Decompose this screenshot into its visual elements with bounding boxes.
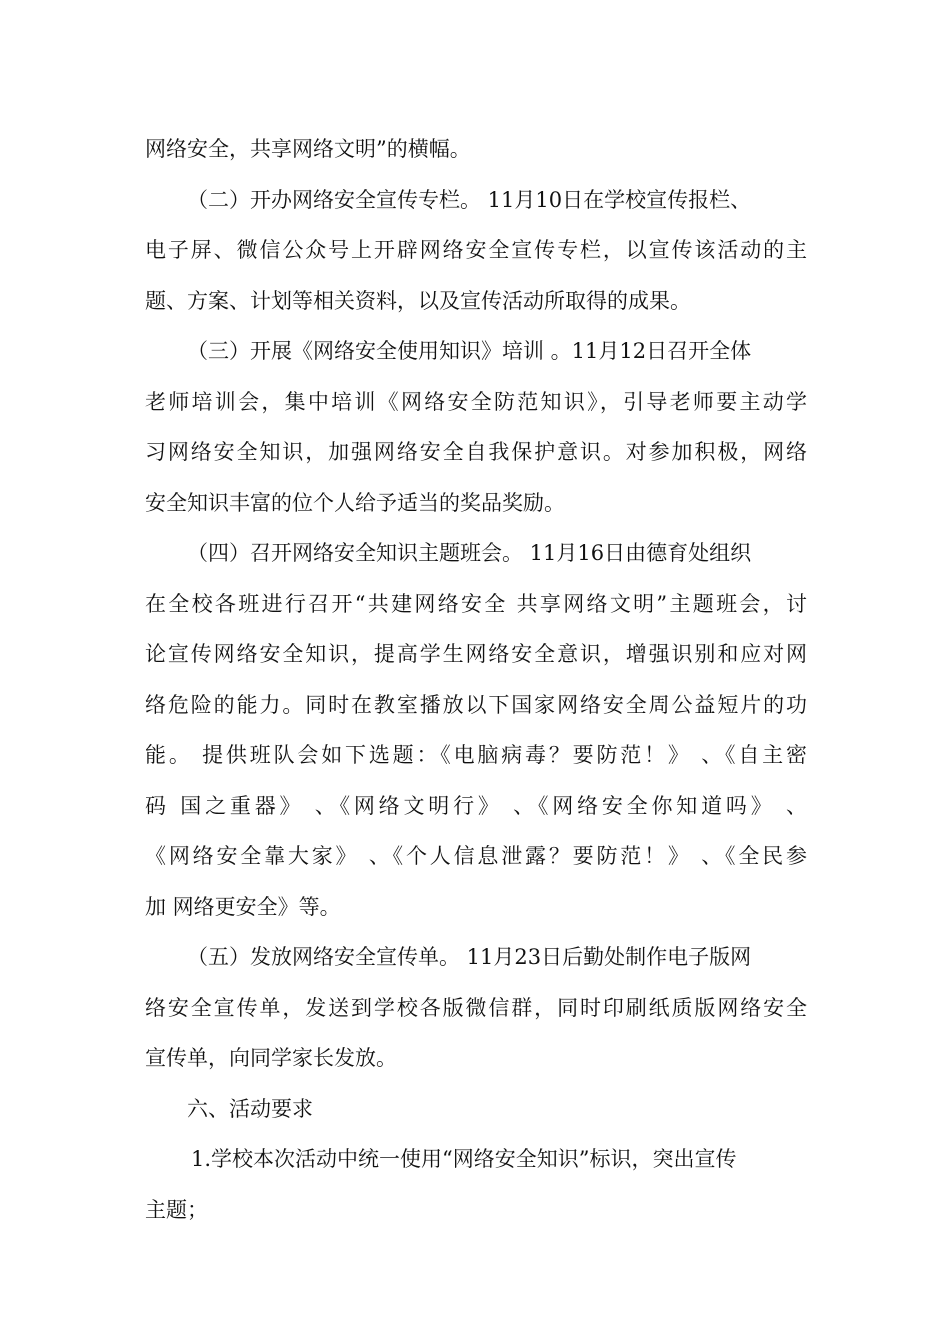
paragraph-line: （五）发放网络安全宣传单。 11月23日后勤处制作电子版网 xyxy=(187,945,752,969)
paragraph-line: （四）召开网络安全知识主题班会。 11月16日由德育处组织 xyxy=(187,541,752,565)
paragraph-line: 《网络安全靠大家》 、《个人信息泄露？要防范！》 、《全民参 xyxy=(145,844,807,868)
paragraph-line: 老师培训会，集中培训《网络安全防范知识》，引导老师要主动学 xyxy=(145,389,807,414)
paragraph-line: 码 国之重器》 、《网络文明行》 、《网络安全你知道吗》 、 xyxy=(145,793,807,818)
paragraph-line: 习网络安全知识，加强网络安全自我保护意识。对参加积极，网络 xyxy=(145,440,807,464)
paragraph-line: 电子屏、微信公众号上开辟网络安全宣传专栏，以宣传该活动的主 xyxy=(145,238,807,262)
paragraph-line: 安全知识丰富的位个人给予适当的奖品奖励。 xyxy=(145,490,565,515)
paragraph-line: （三）开展《网络安全使用知识》培训 。11月12日召开全体 xyxy=(187,339,752,363)
paragraph-line: 网络安全，共享网络文明”的横幅。 xyxy=(145,137,471,161)
paragraph-line: 论宣传网络安全知识，提高学生网络安全意识，增强识别和应对网 xyxy=(145,642,807,666)
paragraph-line: 络安全宣传单，发送到学校各版微信群，同时印刷纸质版网络安全 xyxy=(145,995,807,1020)
paragraph-line: 宣传单，向同学家长发放。 xyxy=(145,1046,397,1070)
paragraph-line: 题、方案、计划等相关资料，以及宣传活动所取得的成果。 xyxy=(145,288,691,313)
paragraph-line: 络危险的能力。同时在教室播放以下国家网络安全周公益短片的功 xyxy=(145,692,807,717)
paragraph-line: 在全校各班进行召开“共建网络安全 共享网络文明”主题班会，讨 xyxy=(145,591,807,616)
document-body xyxy=(145,124,807,1235)
paragraph-line: （二）开办网络安全宣传专栏。 11月10日在学校宣传报栏、 xyxy=(187,187,752,212)
paragraph-line: 能。 提供班队会如下选题：《电脑病毒？要防范！》 、《自主密 xyxy=(145,743,807,767)
paragraph-line: 加 网络更安全》等。 xyxy=(145,894,341,919)
paragraph-line: 主题； xyxy=(145,1197,208,1222)
paragraph-line: 1.学校本次活动中统一使用“网络安全知识”标识，突出宣传 xyxy=(191,1147,737,1171)
section-heading: 六、活动要求 xyxy=(187,1096,313,1121)
